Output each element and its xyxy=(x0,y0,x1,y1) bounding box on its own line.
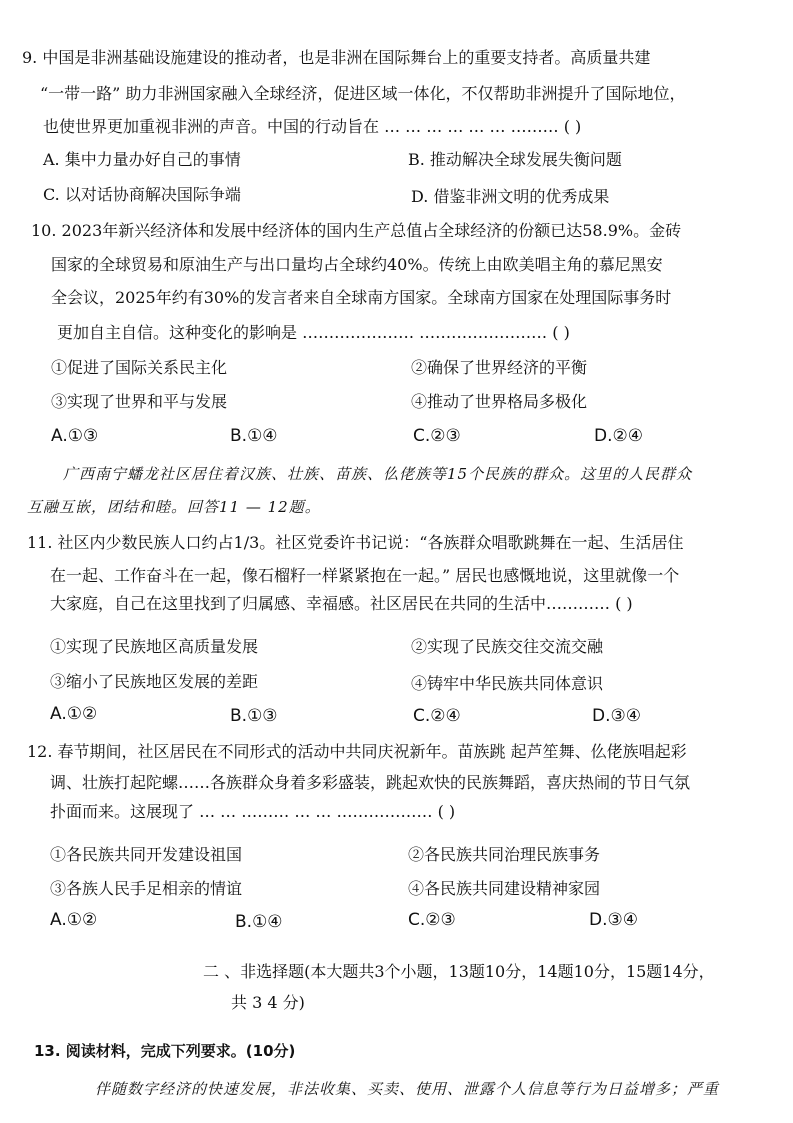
q12-statement-1: ①各民族共同开发建设祖国 xyxy=(50,845,243,864)
q9-option-c: C. 以对话协商解决国际争端 xyxy=(43,185,241,204)
q11-option-b: B.①③ xyxy=(230,706,278,726)
q12-option-a: A.①② xyxy=(50,910,98,930)
q10-line-3: 全会议，2025年约有30%的发言者来自全球南方国家。全球南方国家在处理国际事务时 xyxy=(51,288,672,307)
q12-statement-4: ④各民族共同建设精神家园 xyxy=(408,879,601,898)
q10-statement-3: ③实现了世界和平与发展 xyxy=(51,392,228,411)
q10-statement-4: ④推动了世界格局多极化 xyxy=(411,392,588,411)
section-2-line-1: 二 、非选择题(本大题共3个小题，13题10分，14题10分，15题14分， xyxy=(203,962,715,981)
q10-option-c: C.②③ xyxy=(413,426,461,446)
material-line-1: 广西南宁蟠龙社区居住着汉族、壮族、苗族、仫佬族等15个民族的群众。这里的人民群众 xyxy=(63,465,693,483)
q11-option-d: D.③④ xyxy=(592,706,641,726)
q12-option-c: C.②③ xyxy=(408,910,456,930)
q12-option-b: B.①④ xyxy=(235,912,283,932)
q12-option-d: D.③④ xyxy=(589,910,638,930)
q11-line-2: 在一起、工作奋斗在一起，像石榴籽一样紧紧抱在一起。” 居民也感慨地说，这里就像一个 xyxy=(50,566,680,585)
material-line-2: 互融互嵌，团结和睦。回答11 — 12题。 xyxy=(27,498,321,516)
q13-title: 13. 阅读材料，完成下列要求。(10分) xyxy=(34,1042,296,1060)
q11-line-3: 大家庭，自己在这里找到了归属感、幸福感。社区居民在共同的生活中………… ( ) xyxy=(50,594,633,613)
q9-line-3: 也使世界更加重视非洲的声音。中国的行动旨在 … … … … … … ……… ( ) xyxy=(43,117,582,136)
q12-statement-2: ②各民族共同治理民族事务 xyxy=(408,845,601,864)
q9-option-b: B. 推动解决全球发展失衡问题 xyxy=(408,150,622,169)
q11-option-a: A.①② xyxy=(50,704,98,724)
q10-line-1: 10. 2023年新兴经济体和发展中经济体的国内生产总值占全球经济的份额已达58.9%。金砖 xyxy=(31,221,682,240)
q9-option-a: A. 集中力量办好自己的事情 xyxy=(43,150,241,169)
q9-option-d: D. 借鉴非洲文明的优秀成果 xyxy=(411,187,610,206)
q10-statement-2: ②确保了世界经济的平衡 xyxy=(411,358,588,377)
q12-line-2: 调、壮族打起陀螺……各族群众身着多彩盛装，跳起欢快的民族舞蹈，喜庆热闹的节日气氛 xyxy=(50,773,691,792)
q12-line-3: 扑面而来。这展现了 … … ……… … … ……………… ( ) xyxy=(50,802,456,821)
q10-statement-1: ①促进了国际关系民主化 xyxy=(51,358,228,377)
q10-option-d: D.②④ xyxy=(594,426,643,446)
q10-option-a: A.①③ xyxy=(51,426,99,446)
q11-statement-2: ②实现了民族交往交流交融 xyxy=(411,637,604,656)
q11-line-1: 11. 社区内少数民族人口约占1/3。社区党委许书记说：“各族群众唱歌跳舞在一起、生活居住 xyxy=(27,533,684,552)
section-2-line-2: 共 3 4 分) xyxy=(231,993,305,1012)
q10-line-4: 更加自主自信。这种变化的影响是 ………………… …………………… ( ) xyxy=(57,323,570,342)
q12-line-1: 12. 春节期间，社区居民在不同形式的活动中共同庆祝新年。苗族跳 起芦笙舞、仫佬族唱起彩 xyxy=(27,742,687,761)
q9-line-1: 9. 中国是非洲基础设施建设的推动者，也是非洲在国际舞台上的重要支持者。高质量共建 xyxy=(22,48,651,67)
q13-line-1: 伴随数字经济的快速发展，非法收集、买卖、使用、泄露个人信息等行为日益增多；严重 xyxy=(95,1080,720,1098)
q10-line-2: 国家的全球贸易和原油生产与出口量均占全球约40%。传统上由欧美唱主角的慕尼黑安 xyxy=(51,255,663,274)
q11-statement-1: ①实现了民族地区高质量发展 xyxy=(50,637,259,656)
q9-line-2: “一带一路” 助力非洲国家融入全球经济，促进区域一体化，不仅帮助非洲提升了国际地位， xyxy=(40,84,686,103)
q12-statement-3: ③各族人民手足相亲的情谊 xyxy=(50,879,243,898)
q11-option-c: C.②④ xyxy=(413,706,461,726)
q10-option-b: B.①④ xyxy=(230,426,278,446)
q11-statement-4: ④铸牢中华民族共同体意识 xyxy=(411,674,604,693)
q11-statement-3: ③缩小了民族地区发展的差距 xyxy=(50,672,259,691)
